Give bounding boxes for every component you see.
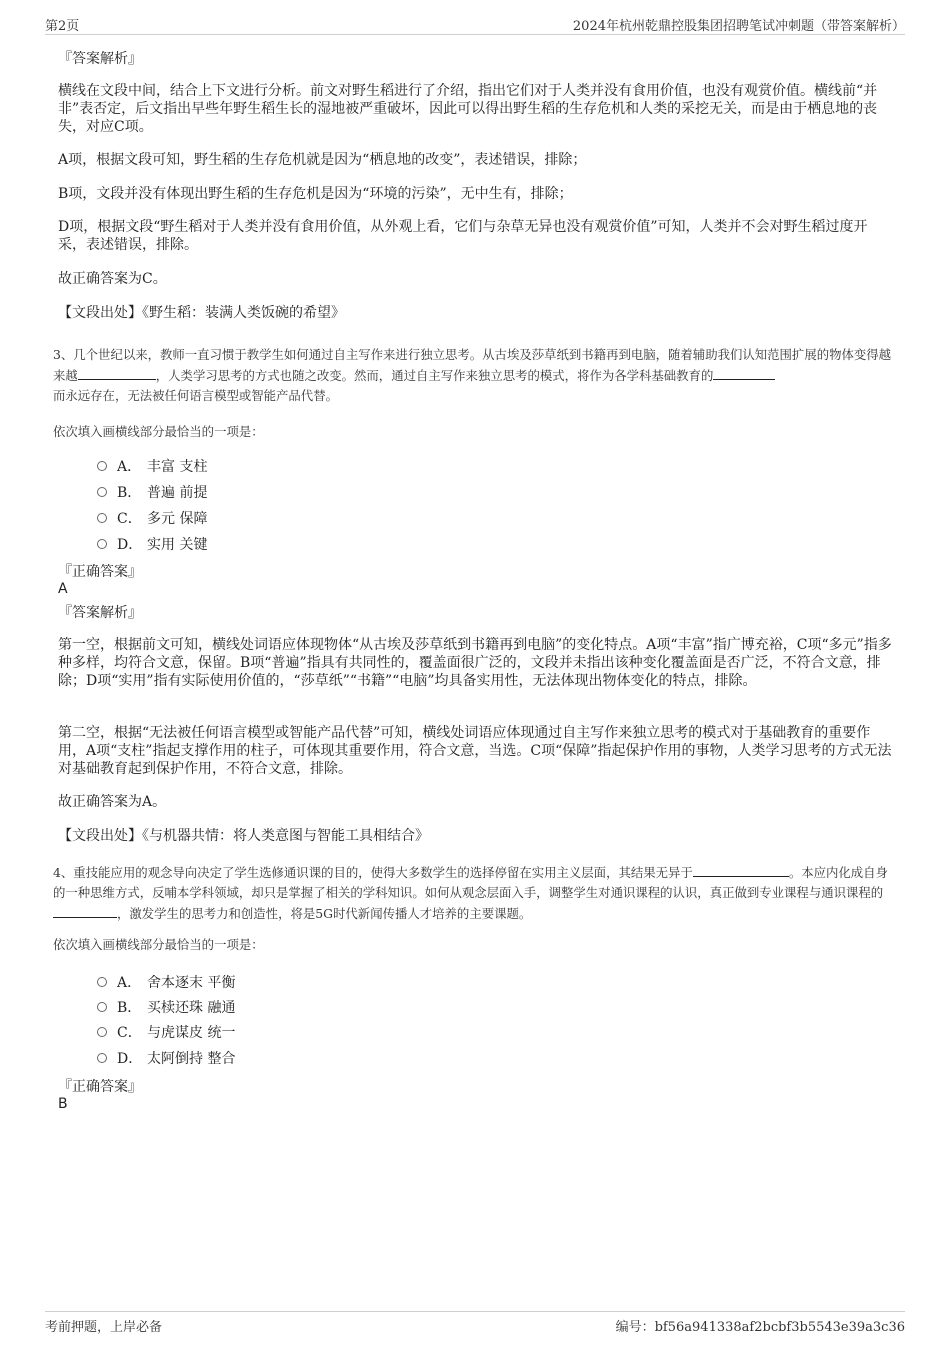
page-header (45, 14, 905, 35)
q3-correct-answer: A (58, 581, 68, 597)
radio-icon[interactable] (97, 1002, 107, 1012)
q3-analysis-paragraph: 第一空，根据前文可知，横线处词语应体现物体“从古埃及莎草纸到书籍再到电脑”的变化特点。A项“丰富”指广博充裕，C项“多元”指多种多样，均符合文意，保留。B项“普遍”指具有共同性的，覆盖面很广泛的，文段并未指出该种变化覆盖面是否广泛，不符合文意，排除；D项“实用”指有实际使用价值的，“莎草纸”“书籍”“电脑”均具备实用性，无法体现出物体变化的特点，排除。 (58, 637, 892, 689)
q3-analysis-label: 『答案解析』 (58, 605, 142, 621)
option-key: C． (117, 1025, 142, 1041)
q3-source: 【文段出处】《与机器共情：将人类意图与智能工具相结合》 (58, 828, 429, 844)
option-key: B． (117, 1000, 142, 1016)
q4-correct-label: 『正确答案』 (58, 1079, 142, 1095)
q2-analysis-paragraph: A项，根据文段可知，野生稻的生存危机就是因为“栖息地的改变”，表述错误，排除； (58, 152, 587, 168)
footer-serial: 编号：bf56a941338af2bcbf3b5543e39a3c36 (615, 1320, 905, 1335)
footer-slogan: 考前押题，上岸必备 (45, 1320, 163, 1335)
q4-correct-answer: B (58, 1096, 68, 1112)
q4-option-c[interactable] (97, 1022, 235, 1042)
option-text: 实用 关键 (147, 537, 208, 553)
q4-text-3: ，激发学生的思考力和创造性，将是5G时代新闻传播人才培养的主要课题。 (117, 906, 532, 921)
q3-correct-label: 『正确答案』 (58, 564, 142, 580)
option-key: C． (117, 511, 142, 527)
q2-analysis-paragraph: D项，根据文段“野生稻对于人类并没有食用价值，从外观上看，它们与杂草无异也没有观赏价值”可知，人类并不会对野生稻过度开采，表述错误，排除。 (58, 219, 868, 253)
q4-option-b[interactable] (97, 997, 235, 1017)
option-text: 太阿倒持 整合 (147, 1051, 236, 1067)
page-number: 第2页 (45, 19, 80, 34)
option-text: 与虎谋皮 统一 (147, 1025, 236, 1041)
document-title: 2024年杭州乾鼎控股集团招聘笔试冲刺题（带答案解析） (572, 19, 905, 34)
option-text: 买椟还珠 融通 (147, 1000, 236, 1016)
radio-icon[interactable] (97, 513, 107, 523)
q2-analysis-label: 『答案解析』 (58, 51, 142, 67)
q4-option-d[interactable] (97, 1048, 235, 1068)
radio-icon[interactable] (97, 977, 107, 987)
option-text: 普遍 前提 (147, 485, 208, 501)
q3-analysis-paragraph: 第二空，根据“无法被任何语言模型或智能产品代替”可知，横线处词语应体现通过自主写作来独立思考的模式对于基础教育的重要作用，A项“支柱”指起支撑作用的柱子，可体现其重要作用，符合文意，当选。C项“保障”指起保护作用的事物，人类学习思考的方式无法对基础教育起到保护作用，不符合文意，排除。 (58, 725, 892, 777)
radio-icon[interactable] (97, 487, 107, 497)
q3-option-d[interactable] (97, 534, 207, 554)
q3-text-3: 而永远存在，无法被任何语言模型或智能产品代替。 (53, 388, 338, 403)
q4-blank-2 (53, 903, 117, 918)
page-footer (45, 1311, 905, 1334)
q3-analysis-paragraph: 故正确答案为A。 (58, 794, 167, 810)
q2-analysis-paragraph: 横线在文段中间，结合上下文进行分析。前文对野生稻进行了介绍，指出它们对于人类并没有食用价值，也没有观赏价值。横线前“并非”表否定，后文指出早些年野生稻生长的湿地被严重破坏，因此可以得出野生稻的生存危机和人类的采挖无关，而是由于栖息地的丧失，对应C项。 (58, 83, 878, 135)
option-key: D． (117, 537, 143, 553)
option-key: B． (117, 485, 142, 501)
q3-option-b[interactable] (97, 482, 207, 502)
radio-icon[interactable] (97, 461, 107, 471)
q3-prompt: 依次填入画横线部分最恰当的一项是： (53, 424, 264, 439)
q2-analysis-paragraph: 故正确答案为C。 (58, 271, 167, 287)
q3-blank-2 (713, 365, 775, 380)
option-key: D． (117, 1051, 143, 1067)
q4-blank-1 (693, 862, 789, 877)
q3-question (53, 345, 895, 406)
q2-analysis-paragraph: B项，文段并没有体现出野生稻的生存危机是因为“环境的污染”，无中生有，排除； (58, 186, 573, 202)
q3-text-2: ，人类学习思考的方式也随之改变。然而，通过自主写作来独立思考的模式，将作为各学科基础教育的 (155, 368, 714, 383)
q4-prompt: 依次填入画横线部分最恰当的一项是： (53, 937, 264, 952)
option-key: A． (117, 975, 142, 991)
radio-icon[interactable] (97, 1053, 107, 1063)
option-text: 多元 保障 (147, 511, 208, 527)
option-text: 舍本逐末 平衡 (147, 975, 236, 991)
radio-icon[interactable] (97, 539, 107, 549)
q4-question (53, 862, 895, 924)
option-key: A． (117, 459, 142, 475)
q3-text-1: 3、几个世纪以来，教师一直习惯于教学生如何通过自主写作来进行独立思考。从古埃及莎草纸到书籍再到电脑，随着辅助我们认知范围扩展的物体变得越来越 (53, 347, 892, 383)
q4-text-1: 4、重技能应用的观念导向决定了学生选修通识课的目的，使得大多数学生的选择停留在实用主义层面，其结果无异于 (53, 865, 693, 880)
q3-option-c[interactable] (97, 508, 207, 528)
q4-text-2: 。本应内化成自身的一种思维方式，反哺本学科领域，却只是掌握了相关的学科知识。如何从观念层面入手，调整学生对通识课程的认识，真正做到专业课程与通识课程的 (53, 865, 888, 900)
radio-icon[interactable] (97, 1027, 107, 1037)
q3-blank-1 (78, 365, 156, 380)
q2-source: 【文段出处】《野生稻：装满人类饭碗的希望》 (58, 305, 345, 321)
option-text: 丰富 支柱 (147, 459, 208, 475)
q4-option-a[interactable] (97, 972, 235, 992)
q3-option-a[interactable] (97, 456, 207, 476)
